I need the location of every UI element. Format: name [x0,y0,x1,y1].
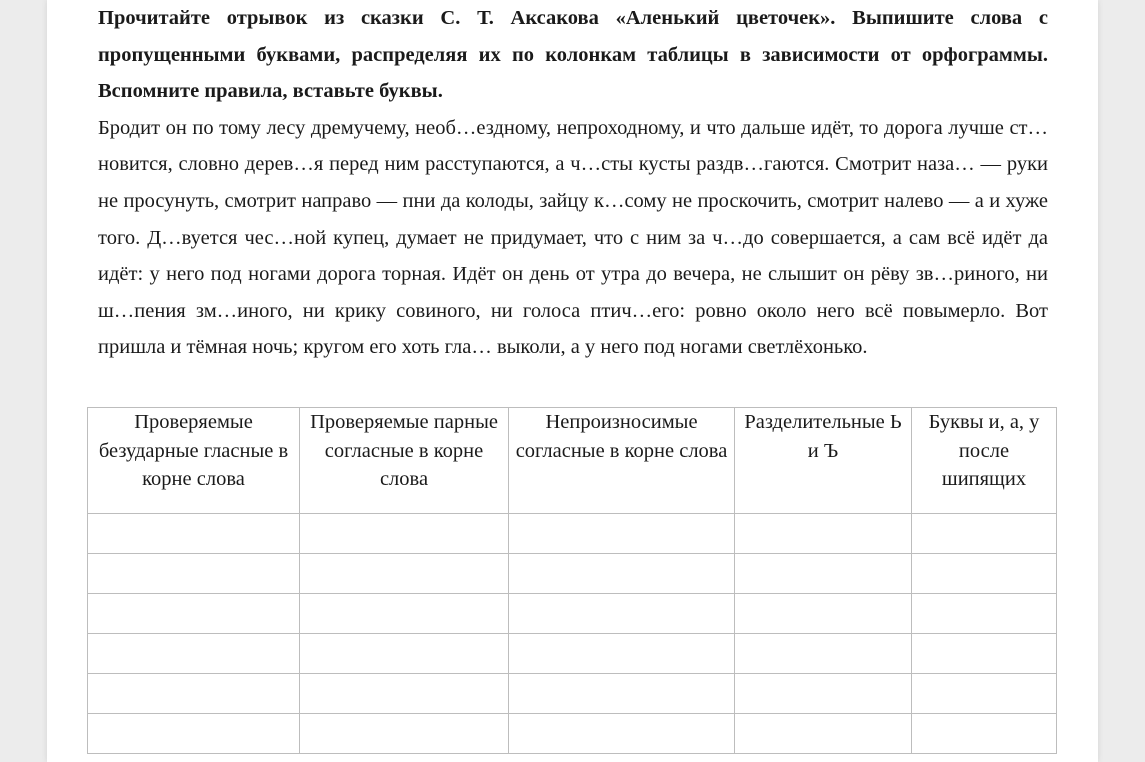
table-cell [912,674,1057,714]
table-cell [912,714,1057,754]
table-cell [300,634,509,674]
table-cell [88,594,300,634]
table-cell [88,634,300,674]
column-header-paired-consonants: Проверяемые парные согласные в корне слова [300,408,509,514]
table-cell [735,554,912,594]
table-cell [735,714,912,754]
table-row [88,634,1057,674]
column-header-separating-signs: Разделительные Ь и Ъ [735,408,912,514]
table-row [88,674,1057,714]
table-row [88,594,1057,634]
spelling-table [87,407,1057,754]
table-cell [912,554,1057,594]
table-body [88,514,1057,754]
document-body [98,0,1048,366]
table-cell [509,594,735,634]
story-passage: Бродит он по тому лесу дремучему, необ…ездному, непроходному, и что дальше идёт, то дорога лучше ст…новится, словно дерев…я перед ним расступаются, а ч…сты кусты раздв…гаются. Смотрит наза… — руки не просунуть, смотрит направо — пни да колоды, зайцу к…сому не проскочить, смотрит налево — а и хуже того. Д…вуется чес…ной купец, думает не придумает, что с ним за ч…до совершается, а сам всё идёт да идёт: у него под ногами дорога торная. Идёт он день от утра до вечера, не слышит он рёву зв…риного, ни ш…пения зм…иного, ни крику совиного, ни голоса птич…его: ровно около него всё повымерло. Вот пришла и тёмная ночь; кругом его хоть гла… выколи, а у него под ногами светлёхонько. [98,116,1048,359]
table-cell [300,594,509,634]
table-cell [912,514,1057,554]
table-cell [735,674,912,714]
table-row [88,554,1057,594]
task-instruction: Прочитайте отрывок из сказки С. Т. Аксакова «Аленький цветочек». Выпишите слова с пропущенными буквами, распределяя их по колонкам таблицы в зависимости от орфограммы. Вспомните правила, вставьте буквы. [98,7,1048,103]
table-row [88,714,1057,754]
table-cell [88,674,300,714]
table-cell [509,634,735,674]
document-page [47,0,1098,762]
column-header-silent-consonants: Непроизносимые согласные в корне слова [509,408,735,514]
column-header-unstressed-vowels: Проверяемые безударные гласные в корне слова [88,408,300,514]
table-cell [88,514,300,554]
table-cell [300,514,509,554]
table-cell [300,674,509,714]
table-cell [735,514,912,554]
table-cell [912,594,1057,634]
table-cell [509,514,735,554]
table-cell [735,634,912,674]
table-cell [88,554,300,594]
table-row [88,514,1057,554]
table-header-row [88,408,1057,514]
table-cell [509,714,735,754]
table-cell [912,634,1057,674]
table-cell [300,714,509,754]
table-cell [300,554,509,594]
table-cell [509,674,735,714]
table-cell [509,554,735,594]
column-header-letters-after-sibilants: Буквы и, а, у после шипящих [912,408,1057,514]
table-cell [88,714,300,754]
table-cell [735,594,912,634]
